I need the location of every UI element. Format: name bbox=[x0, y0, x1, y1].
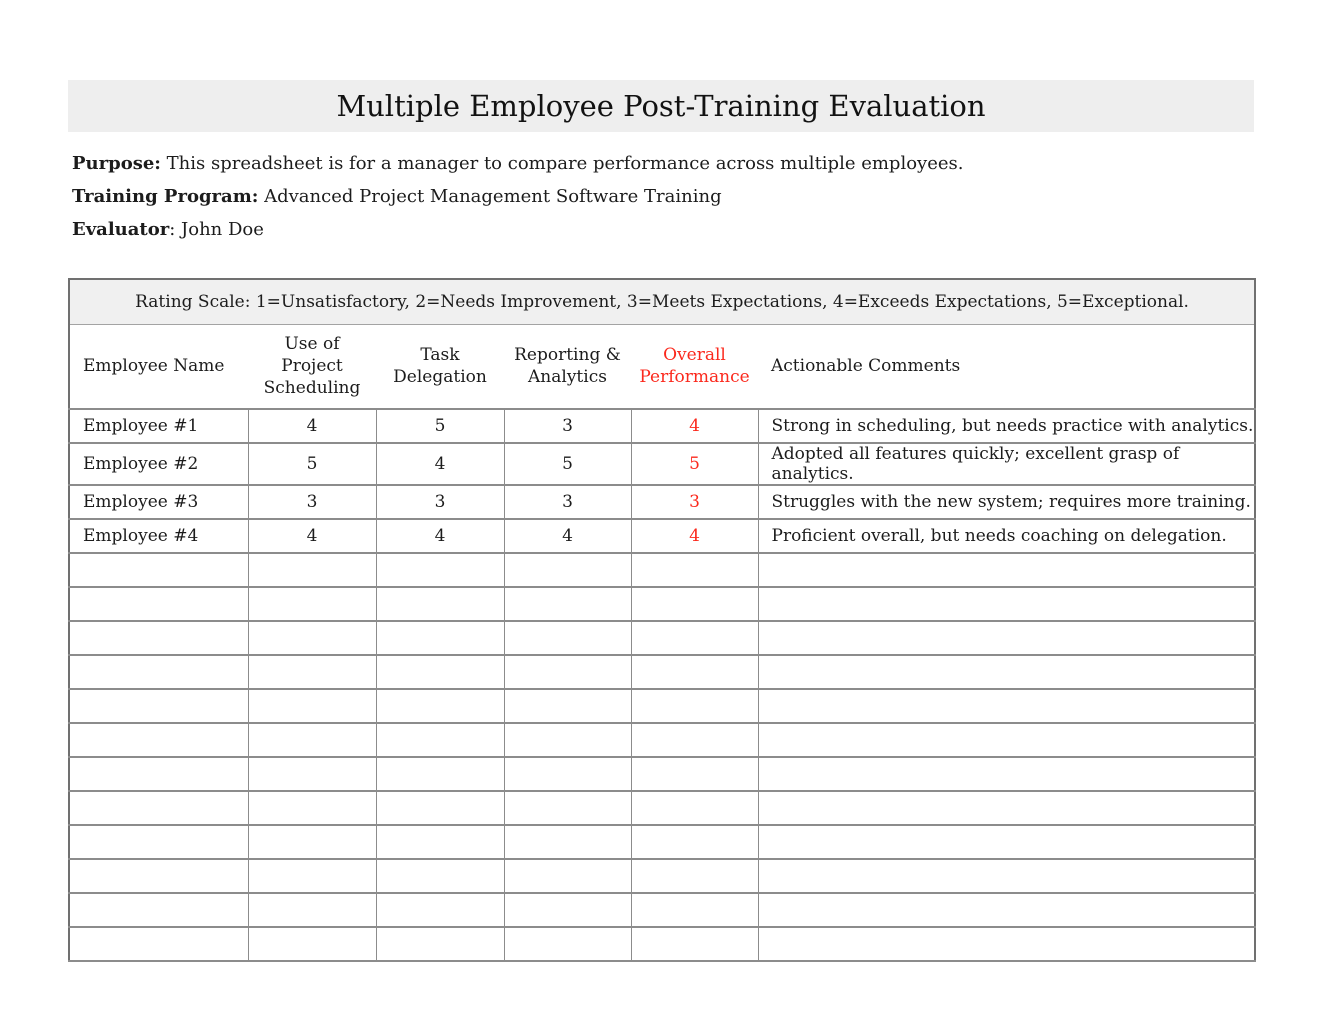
empty-cell[interactable] bbox=[248, 927, 376, 961]
empty-cell[interactable] bbox=[758, 587, 1255, 621]
empty-row bbox=[69, 655, 1255, 689]
empty-cell[interactable] bbox=[504, 825, 631, 859]
meta-section bbox=[68, 153, 1254, 241]
overall-performance-cell[interactable]: 5 bbox=[631, 443, 758, 485]
page-title: Multiple Employee Post-Training Evaluation bbox=[336, 89, 986, 123]
score-cell[interactable]: 4 bbox=[376, 443, 504, 485]
empty-cell[interactable] bbox=[758, 893, 1255, 927]
employee-name-cell[interactable]: Employee #2 bbox=[69, 443, 248, 485]
empty-cell[interactable] bbox=[69, 655, 248, 689]
empty-cell[interactable] bbox=[376, 553, 504, 587]
empty-cell[interactable] bbox=[504, 927, 631, 961]
empty-cell[interactable] bbox=[376, 825, 504, 859]
empty-cell[interactable] bbox=[631, 587, 758, 621]
empty-row bbox=[69, 723, 1255, 757]
column-header-employee-name: Employee Name bbox=[69, 324, 248, 409]
empty-cell[interactable] bbox=[631, 621, 758, 655]
score-cell[interactable]: 3 bbox=[376, 485, 504, 519]
empty-cell[interactable] bbox=[758, 791, 1255, 825]
empty-cell[interactable] bbox=[631, 859, 758, 893]
score-cell[interactable]: 5 bbox=[376, 409, 504, 443]
table-head bbox=[69, 279, 1255, 409]
empty-cell[interactable] bbox=[69, 553, 248, 587]
training-program-line bbox=[72, 186, 1254, 208]
empty-row bbox=[69, 757, 1255, 791]
training-program-label: Training Program: bbox=[72, 186, 259, 207]
employee-name-cell[interactable]: Employee #4 bbox=[69, 519, 248, 553]
empty-row bbox=[69, 859, 1255, 893]
empty-cell[interactable] bbox=[758, 553, 1255, 587]
overall-performance-cell[interactable]: 3 bbox=[631, 485, 758, 519]
column-header-row bbox=[69, 324, 1255, 409]
evaluator-label: Evaluator bbox=[72, 219, 170, 240]
empty-cell[interactable] bbox=[631, 893, 758, 927]
empty-cell[interactable] bbox=[504, 553, 631, 587]
empty-cell[interactable] bbox=[758, 689, 1255, 723]
empty-row bbox=[69, 621, 1255, 655]
empty-cell[interactable] bbox=[631, 553, 758, 587]
column-header-reporting-analytics: Reporting & Analytics bbox=[504, 324, 631, 409]
empty-cell[interactable] bbox=[69, 825, 248, 859]
empty-cell[interactable] bbox=[376, 859, 504, 893]
empty-cell[interactable] bbox=[631, 689, 758, 723]
empty-cell[interactable] bbox=[758, 655, 1255, 689]
empty-cell[interactable] bbox=[69, 893, 248, 927]
empty-cell[interactable] bbox=[504, 791, 631, 825]
purpose-label: Purpose: bbox=[72, 153, 161, 174]
table-row-employee-1 bbox=[69, 409, 1255, 443]
empty-cell[interactable] bbox=[631, 825, 758, 859]
empty-cell[interactable] bbox=[631, 791, 758, 825]
empty-row bbox=[69, 689, 1255, 723]
column-header-use-of-project-scheduling: Use of Project Scheduling bbox=[248, 324, 376, 409]
empty-cell[interactable] bbox=[248, 893, 376, 927]
overall-performance-cell[interactable]: 4 bbox=[631, 409, 758, 443]
column-header-task-delegation: Task Delegation bbox=[376, 324, 504, 409]
empty-cell[interactable] bbox=[248, 655, 376, 689]
empty-row bbox=[69, 893, 1255, 927]
empty-cell[interactable] bbox=[504, 587, 631, 621]
purpose-text: This spreadsheet is for a manager to compare performance across multiple employees. bbox=[160, 153, 964, 174]
content-area bbox=[68, 0, 1254, 962]
rating-scale-row bbox=[69, 279, 1255, 324]
empty-cell[interactable] bbox=[376, 621, 504, 655]
empty-cell[interactable] bbox=[376, 689, 504, 723]
comment-cell[interactable]: Proficient overall, but needs coaching on delegation. bbox=[758, 519, 1255, 553]
empty-cell[interactable] bbox=[376, 655, 504, 689]
empty-row bbox=[69, 825, 1255, 859]
comment-cell[interactable]: Adopted all features quickly; excellent grasp of analytics. bbox=[758, 443, 1255, 485]
empty-row bbox=[69, 587, 1255, 621]
empty-cell[interactable] bbox=[248, 825, 376, 859]
empty-cell[interactable] bbox=[69, 587, 248, 621]
table-body bbox=[69, 409, 1255, 961]
empty-cell[interactable] bbox=[376, 927, 504, 961]
empty-cell[interactable] bbox=[504, 723, 631, 757]
column-header-overall-performance: Overall Performance bbox=[631, 324, 758, 409]
score-cell[interactable]: 5 bbox=[248, 443, 376, 485]
empty-cell[interactable] bbox=[376, 587, 504, 621]
score-cell[interactable]: 3 bbox=[504, 409, 631, 443]
evaluator-line bbox=[72, 219, 1254, 241]
empty-cell[interactable] bbox=[376, 757, 504, 791]
comment-cell[interactable]: Struggles with the new system; requires more training. bbox=[758, 485, 1255, 519]
empty-cell[interactable] bbox=[376, 723, 504, 757]
purpose-line bbox=[72, 153, 1254, 175]
empty-cell[interactable] bbox=[69, 791, 248, 825]
empty-cell[interactable] bbox=[504, 893, 631, 927]
empty-cell[interactable] bbox=[248, 689, 376, 723]
table-row-employee-4 bbox=[69, 519, 1255, 553]
score-cell[interactable]: 4 bbox=[504, 519, 631, 553]
training-program-text: Advanced Project Management Software Training bbox=[258, 186, 722, 207]
empty-cell[interactable] bbox=[69, 723, 248, 757]
empty-cell[interactable] bbox=[248, 553, 376, 587]
empty-cell[interactable] bbox=[504, 621, 631, 655]
empty-row bbox=[69, 553, 1255, 587]
empty-row bbox=[69, 791, 1255, 825]
empty-cell[interactable] bbox=[758, 621, 1255, 655]
empty-cell[interactable] bbox=[631, 655, 758, 689]
column-header-actionable-comments: Actionable Comments bbox=[758, 324, 1255, 409]
empty-cell[interactable] bbox=[504, 689, 631, 723]
score-cell[interactable]: 5 bbox=[504, 443, 631, 485]
empty-cell[interactable] bbox=[248, 791, 376, 825]
empty-cell[interactable] bbox=[69, 927, 248, 961]
empty-cell[interactable] bbox=[69, 621, 248, 655]
title-banner bbox=[68, 80, 1254, 132]
table-row-employee-3 bbox=[69, 485, 1255, 519]
empty-cell[interactable] bbox=[248, 621, 376, 655]
empty-cell[interactable] bbox=[758, 859, 1255, 893]
empty-cell[interactable] bbox=[504, 655, 631, 689]
employee-name-cell[interactable]: Employee #1 bbox=[69, 409, 248, 443]
table-row-employee-2 bbox=[69, 443, 1255, 485]
empty-cell[interactable] bbox=[631, 723, 758, 757]
empty-cell[interactable] bbox=[758, 757, 1255, 791]
empty-cell[interactable] bbox=[69, 757, 248, 791]
empty-cell[interactable] bbox=[248, 587, 376, 621]
score-cell[interactable]: 4 bbox=[376, 519, 504, 553]
empty-cell[interactable] bbox=[248, 757, 376, 791]
empty-cell[interactable] bbox=[376, 893, 504, 927]
empty-cell[interactable] bbox=[631, 927, 758, 961]
empty-cell[interactable] bbox=[376, 791, 504, 825]
empty-cell[interactable] bbox=[758, 825, 1255, 859]
rating-scale-cell: Rating Scale: 1=Unsatisfactory, 2=Needs Improvement, 3=Meets Expectations, 4=Exceeds Expectations, 5=Exceptional. bbox=[69, 279, 1255, 324]
score-cell[interactable]: 3 bbox=[248, 485, 376, 519]
empty-cell[interactable] bbox=[758, 723, 1255, 757]
empty-cell[interactable] bbox=[504, 859, 631, 893]
score-cell[interactable]: 4 bbox=[248, 519, 376, 553]
employee-name-cell[interactable]: Employee #3 bbox=[69, 485, 248, 519]
empty-cell[interactable] bbox=[248, 723, 376, 757]
evaluator-text: : John Doe bbox=[169, 219, 264, 240]
score-cell[interactable]: 4 bbox=[248, 409, 376, 443]
score-cell[interactable]: 3 bbox=[504, 485, 631, 519]
empty-row bbox=[69, 927, 1255, 961]
overall-performance-cell[interactable]: 4 bbox=[631, 519, 758, 553]
comment-cell[interactable]: Strong in scheduling, but needs practice with analytics. bbox=[758, 409, 1255, 443]
empty-cell[interactable] bbox=[504, 757, 631, 791]
empty-cell[interactable] bbox=[69, 689, 248, 723]
empty-cell[interactable] bbox=[69, 859, 248, 893]
empty-cell[interactable] bbox=[631, 757, 758, 791]
empty-cell[interactable] bbox=[758, 927, 1255, 961]
evaluation-table bbox=[68, 278, 1256, 962]
empty-cell[interactable] bbox=[248, 859, 376, 893]
